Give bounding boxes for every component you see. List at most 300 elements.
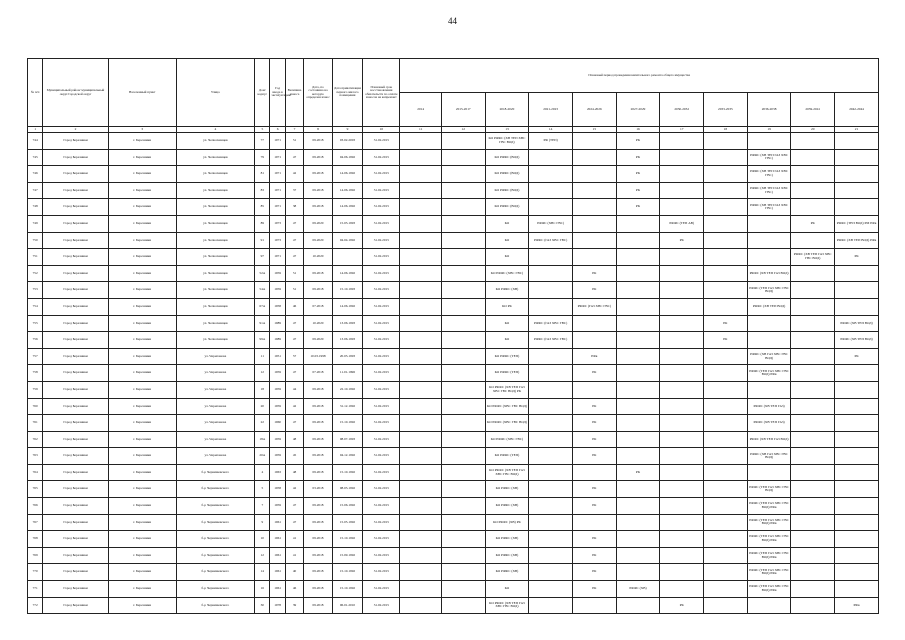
house-cell: 52А: [255, 265, 270, 282]
district-cell: Город Березники: [43, 133, 109, 150]
wear-date-cell: 09.2018: [304, 581, 332, 598]
house-cell: 97: [255, 249, 270, 266]
period-cell: [441, 332, 485, 349]
period-cell: [747, 464, 791, 481]
district-cell: Город Березники: [43, 547, 109, 564]
wear-cell: 47: [285, 249, 304, 266]
wear-date-cell: 09.2018: [304, 597, 332, 614]
period-cell: [441, 282, 485, 299]
period-cell: [791, 315, 835, 332]
period-cell: [747, 215, 791, 232]
header-deadline: Плановый срок восстановления обязательств по оплате взносов на капремонт: [363, 59, 400, 127]
period-cell: [572, 381, 616, 398]
year-cell: 1971: [270, 166, 285, 183]
row-number: 758: [28, 365, 43, 382]
period-cell: КО РФФС (ХВ): [485, 564, 529, 581]
period-cell: РФ (ТЕП): [529, 133, 573, 150]
period-cell: [572, 514, 616, 531]
street-cell: ул. Челюскинцев: [176, 282, 255, 299]
deadline-cell: 31.02.2015: [363, 332, 400, 349]
period-cell: [441, 431, 485, 448]
period-cell: [704, 448, 748, 465]
period-cell: [616, 431, 660, 448]
district-cell: Город Березники: [43, 215, 109, 232]
locality-cell: г. Березники: [108, 448, 176, 465]
period-cell: [441, 398, 485, 415]
period-cell: [441, 531, 485, 548]
row-number: 772: [28, 597, 43, 614]
period-cell: [660, 431, 704, 448]
period-cell: [835, 464, 879, 481]
period-cell: [660, 464, 704, 481]
period-cell: [616, 282, 660, 299]
privatization-date-cell: 14.06.1992: [332, 166, 363, 183]
period-cell: [791, 348, 835, 365]
house-cell: 99А: [255, 332, 270, 349]
wear-date-cell: 09.2018: [304, 133, 332, 150]
wear-cell: 47: [285, 365, 304, 382]
wear-cell: 48: [285, 464, 304, 481]
period-cell: [400, 298, 442, 315]
house-cell: 83: [255, 182, 270, 199]
street-cell: б-р Червишевского: [176, 531, 255, 548]
period-cell: [660, 166, 704, 183]
period-cell: РФФС (ТЕП АВ): [660, 215, 704, 232]
period-cell: [660, 315, 704, 332]
wear-cell: 47: [285, 149, 304, 166]
period-cell: [835, 381, 879, 398]
table-row: [28, 332, 879, 349]
privatization-date-cell: 04.12.1992: [332, 448, 363, 465]
street-cell: б-р Червишевского: [176, 547, 255, 564]
period-cell: [660, 298, 704, 315]
period-cell: [529, 265, 573, 282]
year-cell: 1961: [270, 581, 285, 598]
locality-cell: г. Березники: [108, 365, 176, 382]
period-cell: РК: [616, 133, 660, 150]
period-cell: [747, 315, 791, 332]
row-number: 753: [28, 282, 43, 299]
period-cell: [835, 481, 879, 498]
period-cell: [660, 249, 704, 266]
wear-cell: 38: [285, 199, 304, 216]
period-cell: [400, 581, 442, 598]
house-cell: 10: [255, 531, 270, 548]
column-number: 21: [835, 127, 879, 133]
year-cell: 1959: [270, 431, 285, 448]
period-cell: [441, 597, 485, 614]
privatization-date-cell: 13.06.1993: [332, 332, 363, 349]
deadline-cell: 31.02.2015: [363, 282, 400, 299]
house-cell: 30: [255, 597, 270, 614]
column-number: 16: [616, 127, 660, 133]
column-number: 3: [108, 127, 176, 133]
period-cell: [791, 448, 835, 465]
year-cell: 1959: [270, 448, 285, 465]
wear-date-cell: 07.2018: [304, 298, 332, 315]
year-cell: 1959: [270, 381, 285, 398]
column-number: 14: [529, 127, 573, 133]
deadline-cell: 31.02.2015: [363, 249, 400, 266]
period-cell: [441, 166, 485, 183]
house-cell: 12: [255, 547, 270, 564]
house-cell: 89: [255, 215, 270, 232]
deadline-cell: 31.02.2015: [363, 431, 400, 448]
deadline-cell: 31.02.2015: [363, 166, 400, 183]
period-cell: [791, 431, 835, 448]
column-number: 12: [441, 127, 485, 133]
period-cell: [572, 182, 616, 199]
table-row: [28, 381, 879, 398]
table-row: [28, 531, 879, 548]
period-cell: [835, 547, 879, 564]
period-cell: РК: [572, 448, 616, 465]
locality-cell: г. Березники: [108, 564, 176, 581]
column-number: 5: [255, 127, 270, 133]
period-cell: [791, 481, 835, 498]
period-cell: РК: [572, 564, 616, 581]
privatization-date-cell: 22.10.1992: [332, 381, 363, 398]
period-cell: [441, 415, 485, 432]
period-cell: КО РФФС (ХВ ТЕП ГАЗ ХВС ГВС ВОД): [485, 597, 529, 614]
locality-cell: г. Березники: [108, 332, 176, 349]
period-cell: [704, 398, 748, 415]
locality-cell: г. Березники: [108, 581, 176, 598]
district-cell: Город Березники: [43, 348, 109, 365]
period-cell: РФФС (ХВ ТЕП ГАЗ): [747, 415, 791, 432]
house-cell: 4: [255, 464, 270, 481]
wear-date-cell: 09.2018: [304, 199, 332, 216]
period-cell: РФФС (ГАЗ ХВС ГВС): [529, 332, 573, 349]
deadline-cell: 31.02.2015: [363, 415, 400, 432]
privatization-date-cell: 15.10.1992: [332, 581, 363, 598]
period-cell: РФФС (ГАЗ ХВС ГВС): [529, 232, 573, 249]
street-cell: ул. Челюскинцев: [176, 249, 255, 266]
table-row: [28, 547, 879, 564]
privatization-date-cell: 15.09.1992: [332, 547, 363, 564]
row-number: 749: [28, 215, 43, 232]
district-cell: Город Березники: [43, 182, 109, 199]
period-cell: [660, 398, 704, 415]
column-number: 7: [285, 127, 304, 133]
period-cell: [572, 597, 616, 614]
table-row: [28, 365, 879, 382]
period-cell: [704, 381, 748, 398]
period-cell: РК: [704, 332, 748, 349]
table-row: [28, 481, 879, 498]
table-row: [28, 581, 879, 598]
period-cell: РФФС (ТЕП ГАЗ ХВС ГВС ВОД) РФв: [747, 581, 791, 598]
district-cell: Город Березники: [43, 464, 109, 481]
row-number: 767: [28, 514, 43, 531]
district-cell: Город Березники: [43, 398, 109, 415]
period-cell: [791, 381, 835, 398]
period-cell: [441, 448, 485, 465]
period-cell: КО РФФС (ХВ ТЕП ХВС ГВС ВОД): [485, 133, 529, 150]
period-cell: РК: [791, 215, 835, 232]
period-cell: [835, 581, 879, 598]
period-cell: РФФС (ТЕП ГАЗ ХВС ГВС ВОД) РФв: [747, 564, 791, 581]
column-number: 10: [363, 127, 400, 133]
locality-cell: г. Березники: [108, 215, 176, 232]
period-cell: [400, 348, 442, 365]
column-number: 6: [270, 127, 285, 133]
period-cell: [616, 514, 660, 531]
wear-date-cell: 09.2018: [304, 415, 332, 432]
period-cell: [616, 315, 660, 332]
period-cell: [660, 133, 704, 150]
wear-date-cell: 10.2020: [304, 249, 332, 266]
column-number: 2: [43, 127, 109, 133]
deadline-cell: 31.02.2015: [363, 232, 400, 249]
period-cell: [704, 597, 748, 614]
street-cell: б-р Червишевского: [176, 464, 255, 481]
period-cell: [400, 597, 442, 614]
row-number: 762: [28, 431, 43, 448]
period-cell: [791, 531, 835, 548]
period-cell: [660, 381, 704, 398]
header-locality: Населенный пункт: [108, 59, 176, 127]
district-cell: Город Березники: [43, 298, 109, 315]
period-cell: [529, 298, 573, 315]
year-cell: 1961: [270, 531, 285, 548]
period-cell: [704, 149, 748, 166]
period-cell: [791, 332, 835, 349]
wear-cell: 51: [285, 133, 304, 150]
period-cell: [660, 149, 704, 166]
column-number: 11: [400, 127, 442, 133]
period-header: 2030-2032: [660, 93, 704, 127]
wear-cell: 47: [285, 332, 304, 349]
period-cell: [529, 348, 573, 365]
wear-date-cell: 10.03.1998: [304, 348, 332, 365]
period-cell: [791, 365, 835, 382]
street-cell: б-р Червишевского: [176, 481, 255, 498]
district-cell: Город Березники: [43, 365, 109, 382]
house-cell: 81: [255, 166, 270, 183]
period-cell: [835, 149, 879, 166]
period-cell: [441, 581, 485, 598]
row-number: 755: [28, 315, 43, 332]
period-cell: [835, 365, 879, 382]
period-cell: [616, 547, 660, 564]
period-cell: РК: [835, 249, 879, 266]
period-cell: КО: [485, 315, 529, 332]
wear-date-cell: 09.2018: [304, 149, 332, 166]
period-cell: [747, 597, 791, 614]
wear-date-cell: 09.2018: [304, 381, 332, 398]
period-cell: КО РФФС (ХВ ТЕП ГАЗ ХВС ГВС ВОД) РК: [485, 381, 529, 398]
period-cell: [704, 133, 748, 150]
locality-cell: г. Березники: [108, 133, 176, 150]
year-cell: 1959: [270, 398, 285, 415]
period-cell: [616, 564, 660, 581]
row-number: 760: [28, 398, 43, 415]
period-cell: [835, 564, 879, 581]
header-row: [28, 59, 879, 93]
period-cell: РФФС (ХВ ТЕП ГАЗ ВОД): [747, 431, 791, 448]
privatization-date-cell: 14.06.1992: [332, 298, 363, 315]
deadline-cell: 31.02.2015: [363, 315, 400, 332]
period-cell: РФФС (ТЕП ГАЗ ХВС ГВС ВОД) РФв: [747, 498, 791, 515]
period-cell: [791, 232, 835, 249]
year-cell: 1978: [270, 597, 285, 614]
period-cell: РК: [572, 398, 616, 415]
wear-date-cell: 09.2018: [304, 166, 332, 183]
header-date-state: Дата, по состоянию на которую определен износ: [304, 59, 332, 127]
period-cell: РК: [835, 348, 879, 365]
year-cell: 1958: [270, 298, 285, 315]
period-cell: [835, 282, 879, 299]
table-row: [28, 448, 879, 465]
period-cell: [616, 597, 660, 614]
period-cell: [660, 348, 704, 365]
period-cell: КО: [485, 332, 529, 349]
street-cell: ул. Челюскинцев: [176, 182, 255, 199]
locality-cell: г. Березники: [108, 415, 176, 432]
period-cell: [616, 531, 660, 548]
street-cell: ул. Черепанова: [176, 348, 255, 365]
period-cell: РФФС (ТЕП ГАЗ ХВС ГВС ВОД) РФв: [747, 514, 791, 531]
header-wear: Величина износа: [285, 59, 304, 127]
row-number: 757: [28, 348, 43, 365]
deadline-cell: 31.02.2015: [363, 265, 400, 282]
wear-date-cell: 09.2018: [304, 531, 332, 548]
period-cell: [616, 498, 660, 515]
period-cell: [441, 149, 485, 166]
period-cell: [704, 265, 748, 282]
period-cell: [835, 298, 879, 315]
street-cell: ул. Челюскинцев: [176, 166, 255, 183]
column-number: 17: [660, 127, 704, 133]
house-cell: 20: [255, 398, 270, 415]
period-cell: [529, 514, 573, 531]
privatization-date-cell: 15.10.1993: [332, 282, 363, 299]
wear-cell: 41: [285, 547, 304, 564]
period-cell: КО РФФС (ХВ): [485, 282, 529, 299]
period-cell: КО: [485, 215, 529, 232]
period-cell: [529, 448, 573, 465]
period-cell: РФФС (ГАЗ ХВС ГВС): [529, 315, 573, 332]
year-cell: 1960: [270, 415, 285, 432]
table-row: [28, 348, 879, 365]
deadline-cell: 31.02.2015: [363, 182, 400, 199]
period-cell: [400, 464, 442, 481]
period-cell: [441, 215, 485, 232]
period-cell: [400, 448, 442, 465]
wear-date-cell: 10.2020: [304, 315, 332, 332]
header-street: Улица: [176, 59, 255, 127]
district-cell: Город Березники: [43, 232, 109, 249]
period-header: 2033-2035: [704, 93, 748, 127]
street-cell: б-р Червишевского: [176, 498, 255, 515]
locality-cell: г. Березники: [108, 249, 176, 266]
period-cell: [835, 431, 879, 448]
period-cell: РФФС (ХВС ГВС): [529, 215, 573, 232]
column-number: 15: [572, 127, 616, 133]
period-cell: [572, 232, 616, 249]
period-cell: [616, 265, 660, 282]
period-cell: [660, 415, 704, 432]
privatization-date-cell: 15.05.1992: [332, 514, 363, 531]
row-number: 744: [28, 133, 43, 150]
wear-date-cell: 09.2018: [304, 448, 332, 465]
locality-cell: г. Березники: [108, 547, 176, 564]
period-cell: РФФС (ТЕП ГАЗ ХВС ГВС ВОД) РФв: [747, 531, 791, 548]
period-cell: РФФС (ХВ ТЕП ВОД) РФв: [835, 232, 879, 249]
period-cell: КО РФФС (ХВ) РК: [485, 514, 529, 531]
deadline-cell: 31.02.2015: [363, 381, 400, 398]
year-cell: 1959: [270, 498, 285, 515]
locality-cell: г. Березники: [108, 531, 176, 548]
table-row: [28, 149, 879, 166]
row-number: 750: [28, 232, 43, 249]
period-cell: РК: [572, 581, 616, 598]
row-number: 754: [28, 298, 43, 315]
table-row: [28, 564, 879, 581]
period-cell: РК: [616, 464, 660, 481]
period-cell: [529, 481, 573, 498]
street-cell: б-р Червишевского: [176, 564, 255, 581]
street-cell: б-р Червишевского: [176, 597, 255, 614]
period-cell: [400, 282, 442, 299]
privatization-date-cell: 14.06.1992: [332, 199, 363, 216]
period-cell: [529, 564, 573, 581]
period-cell: [572, 133, 616, 150]
period-cell: [704, 514, 748, 531]
period-cell: РК: [572, 481, 616, 498]
period-cell: [791, 133, 835, 150]
wear-cell: 44: [285, 381, 304, 398]
wear-cell: 42: [285, 481, 304, 498]
period-cell: [791, 182, 835, 199]
wear-cell: 40: [285, 564, 304, 581]
district-cell: Город Березники: [43, 249, 109, 266]
wear-cell: 47: [285, 315, 304, 332]
wear-date-cell: 09.2018: [304, 265, 332, 282]
period-cell: КО: [485, 249, 529, 266]
period-cell: [441, 199, 485, 216]
privatization-date-cell: 04.04.1992: [332, 232, 363, 249]
house-cell: 67А: [255, 298, 270, 315]
period-cell: РК: [572, 265, 616, 282]
deadline-cell: 31.02.2015: [363, 199, 400, 216]
row-number: 765: [28, 481, 43, 498]
wear-cell: 41: [285, 531, 304, 548]
header-date-privat: Дата приватизации первого жилого помещения: [332, 59, 363, 127]
street-cell: ул. Черепанова: [176, 381, 255, 398]
header-district: Муниципальный район/ муниципальный округ/городской округ: [43, 59, 109, 127]
period-cell: [529, 381, 573, 398]
house-cell: 14: [255, 564, 270, 581]
privatization-date-cell: 15.03.1993: [332, 215, 363, 232]
wear-cell: 47: [285, 514, 304, 531]
year-cell: 1971: [270, 133, 285, 150]
wear-cell: 42: [285, 398, 304, 415]
privatization-date-cell: [332, 249, 363, 266]
period-header: 2015-2017: [441, 93, 485, 127]
locality-cell: г. Березники: [108, 464, 176, 481]
period-cell: [400, 265, 442, 282]
deadline-cell: 31.02.2015: [363, 348, 400, 365]
privatization-date-cell: 14.06.1992: [332, 265, 363, 282]
street-cell: ул. Черепанова: [176, 398, 255, 415]
period-cell: [791, 415, 835, 432]
period-cell: [791, 298, 835, 315]
period-cell: [441, 315, 485, 332]
column-number: 1: [28, 127, 43, 133]
year-cell: 1973: [270, 232, 285, 249]
